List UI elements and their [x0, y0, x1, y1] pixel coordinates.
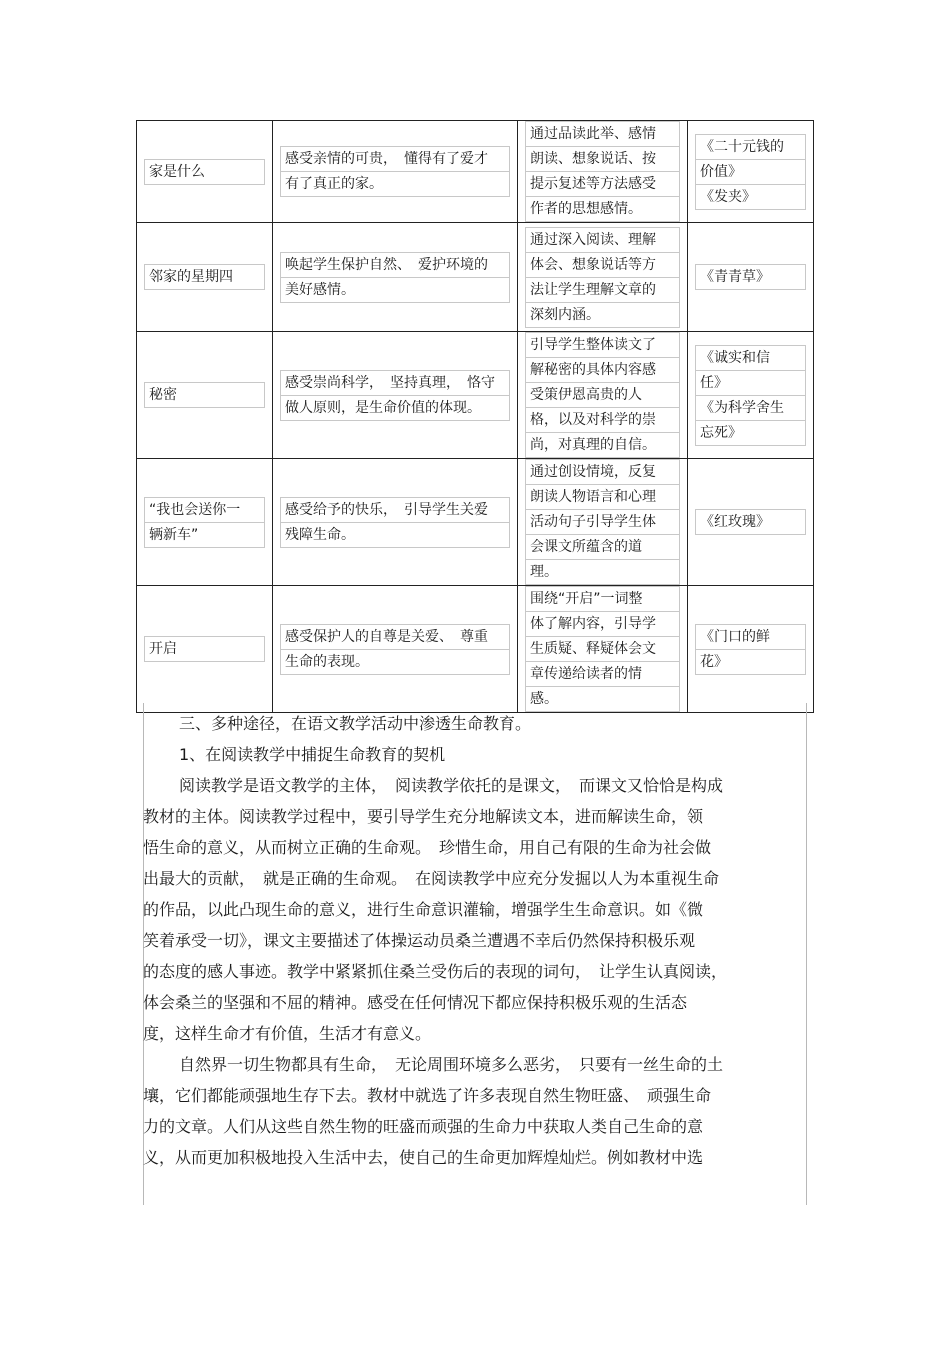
- paragraph-line: 壤，它们都能顽强地生存下去。教材中就选了许多表现自然生物旺盛、 顽强生命: [143, 1086, 712, 1105]
- extended-reading-lines: [695, 264, 806, 290]
- lesson-title-cell: [137, 459, 273, 586]
- lesson-title-lines: [144, 264, 265, 290]
- lesson-method-lines: [525, 459, 680, 585]
- lesson-method-lines: [525, 332, 680, 458]
- cell-text-line: 法让学生理解文章的: [525, 277, 680, 302]
- lesson-method-cell: [518, 121, 688, 223]
- cell-text-line: 任》: [695, 370, 806, 395]
- cell-text-line: 尚，对真理的自信。: [525, 432, 680, 458]
- paragraph-line: 的作品，以此凸现生命的意义，进行生命意识灌输，增强学生生命意识。如《微: [143, 900, 704, 919]
- extended-reading-lines: [695, 624, 806, 675]
- table-row: [137, 459, 814, 586]
- lesson-goal-cell: [273, 586, 518, 713]
- lesson-title-cell: [137, 121, 273, 223]
- cell-text-line: 理。: [525, 559, 680, 585]
- cell-text-line: 感。: [525, 686, 680, 712]
- cell-text-line: 邻家的星期四: [144, 264, 265, 290]
- lesson-title-lines: [144, 382, 265, 408]
- lesson-title-lines: [144, 636, 265, 662]
- lesson-goal-cell: [273, 121, 518, 223]
- cell-text-line: 通过深入阅读、理解: [525, 227, 680, 252]
- body-text: [143, 708, 808, 1173]
- extended-reading-cell: [688, 223, 814, 332]
- paragraph-2: [143, 1049, 808, 1173]
- paragraph-line: 度，这样生命才有价值，生活才有意义。: [143, 1024, 432, 1043]
- paragraph-line: 出最大的贡献， 就是正确的生命观。 在阅读教学中应充分发掘以人为本重视生命: [143, 869, 720, 888]
- cell-text-line: 通过创设情境，反复: [525, 459, 680, 484]
- cell-text-line: 秘密: [144, 382, 265, 408]
- paragraph-line: 力的文章。人们从这些自然生物的旺盛而顽强的生命力中获取人类自己生命的意: [143, 1117, 704, 1136]
- cell-text-line: 体会、想象说话等方: [525, 252, 680, 277]
- paragraph-line: 体会桑兰的坚强和不屈的精神。感受在任何情况下都应保持积极乐观的生活态: [143, 993, 688, 1012]
- cell-text-line: 解秘密的具体内容感: [525, 357, 680, 382]
- cell-text-line: 《诚实和信: [695, 345, 806, 370]
- cell-text-line: 体了解内容，引导学: [525, 611, 680, 636]
- paragraph-line: 自然界一切生物都具有生命， 无论周围环境多么恶劣， 只要有一丝生命的土: [179, 1055, 724, 1074]
- lesson-title-cell: [137, 223, 273, 332]
- paragraph-1: [143, 770, 808, 1049]
- lesson-goal-lines: [280, 497, 510, 548]
- cell-text-line: 引导学生整体读文了: [525, 332, 680, 357]
- cell-text-line: 花》: [695, 649, 806, 675]
- cell-text-line: 有了真正的家。: [280, 171, 510, 197]
- cell-text-line: 提示复述等方法感受: [525, 171, 680, 196]
- lesson-goal-cell: [273, 332, 518, 459]
- lesson-title-lines: [144, 497, 265, 548]
- lesson-method-cell: [518, 586, 688, 713]
- lesson-method-lines: [525, 586, 680, 712]
- lesson-title-lines: [144, 159, 265, 185]
- extended-reading-cell: [688, 121, 814, 223]
- table-row: [137, 223, 814, 332]
- cell-text-line: 辆新车”: [144, 522, 265, 548]
- cell-text-line: 《红玫瑰》: [695, 509, 806, 535]
- extended-reading-cell: [688, 459, 814, 586]
- cell-text-line: 残障生命。: [280, 522, 510, 548]
- cell-text-line: 做人原则，是生命价值的体现。: [280, 395, 510, 421]
- cell-text-line: 开启: [144, 636, 265, 662]
- extended-reading-lines: [695, 345, 806, 446]
- lesson-table-body: [137, 121, 814, 713]
- cell-text-line: 感受给予的快乐， 引导学生关爱: [280, 497, 510, 522]
- paragraph-line: 阅读教学是语文教学的主体， 阅读教学依托的是课文， 而课文又恰恰是构成: [179, 776, 724, 795]
- lesson-goal-lines: [280, 370, 510, 421]
- lesson-title-cell: [137, 332, 273, 459]
- cell-text-line: 朗读人物语言和心理: [525, 484, 680, 509]
- lesson-method-cell: [518, 459, 688, 586]
- lesson-goal-lines: [280, 146, 510, 197]
- paragraph-line: 悟生命的意义，从而树立正确的生命观。 珍惜生命，用自己有限的生命为社会做: [143, 838, 712, 857]
- cell-text-line: 《门口的鲜: [695, 624, 806, 649]
- table-row: [137, 586, 814, 713]
- table-row: [137, 332, 814, 459]
- lesson-goal-lines: [280, 252, 510, 303]
- lesson-table: [136, 120, 814, 713]
- lesson-goal-cell: [273, 459, 518, 586]
- cell-text-line: 生命的表现。: [280, 649, 510, 675]
- paragraph-line: 义，从而更加积极地投入生活中去，使自己的生命更加辉煌灿烂。例如教材中选: [143, 1148, 704, 1167]
- cell-text-line: 价值》: [695, 159, 806, 184]
- cell-text-line: 作者的思想感情。: [525, 196, 680, 222]
- cell-text-line: 美好感情。: [280, 277, 510, 303]
- cell-text-line: “我也会送你一: [144, 497, 265, 522]
- section-heading: 三、多种途径，在语文教学活动中渗透生命教育。: [179, 714, 532, 733]
- cell-text-line: 《青青草》: [695, 264, 806, 290]
- cell-text-line: 通过品读此举、感情: [525, 121, 680, 146]
- cell-text-line: 感受保护人的自尊是关爱、 尊重: [280, 624, 510, 649]
- cell-text-line: 唤起学生保护自然、 爱护环境的: [280, 252, 510, 277]
- lesson-goal-lines: [280, 624, 510, 675]
- cell-text-line: 活动句子引导学生体: [525, 509, 680, 534]
- cell-text-line: 生质疑、释疑体会文: [525, 636, 680, 661]
- paragraph-line: 的态度的感人事迹。教学中紧紧抓住桑兰受伤后的表现的词句， 让学生认真阅读，: [143, 962, 728, 981]
- extended-reading-cell: [688, 586, 814, 713]
- cell-text-line: 受策伊恩高贵的人: [525, 382, 680, 407]
- lesson-method-lines: [525, 121, 680, 222]
- cell-text-line: 《为科学舍生: [695, 395, 806, 420]
- table-row: [137, 121, 814, 223]
- cell-text-line: 《发夹》: [695, 184, 806, 210]
- cell-text-line: 章传递给读者的情: [525, 661, 680, 686]
- section-subheading: 1、在阅读教学中捕捉生命教育的契机: [179, 745, 446, 764]
- extended-reading-lines: [695, 134, 806, 210]
- cell-text-line: 围绕“开启”一词整: [525, 586, 680, 611]
- cell-text-line: 格，以及对科学的崇: [525, 407, 680, 432]
- extended-reading-lines: [695, 509, 806, 535]
- lesson-method-lines: [525, 227, 680, 328]
- cell-text-line: 朗读、想象说话、按: [525, 146, 680, 171]
- lesson-goal-cell: [273, 223, 518, 332]
- cell-text-line: 忘死》: [695, 420, 806, 446]
- paragraph-line: 笑着承受一切》，课文主要描述了体操运动员桑兰遭遇不幸后仍然保持积极乐观: [143, 931, 696, 950]
- lesson-method-cell: [518, 223, 688, 332]
- cell-text-line: 深刻内涵。: [525, 302, 680, 328]
- extended-reading-cell: [688, 332, 814, 459]
- cell-text-line: 《二十元钱的: [695, 134, 806, 159]
- cell-text-line: 感受崇尚科学， 坚持真理， 恪守: [280, 370, 510, 395]
- cell-text-line: 感受亲情的可贵， 懂得有了爱才: [280, 146, 510, 171]
- paragraph-line: 教材的主体。阅读教学过程中，要引导学生充分地解读文本，进而解读生命，领: [143, 807, 704, 826]
- lesson-title-cell: [137, 586, 273, 713]
- cell-text-line: 会课文所蕴含的道: [525, 534, 680, 559]
- cell-text-line: 家是什么: [144, 159, 265, 185]
- lesson-method-cell: [518, 332, 688, 459]
